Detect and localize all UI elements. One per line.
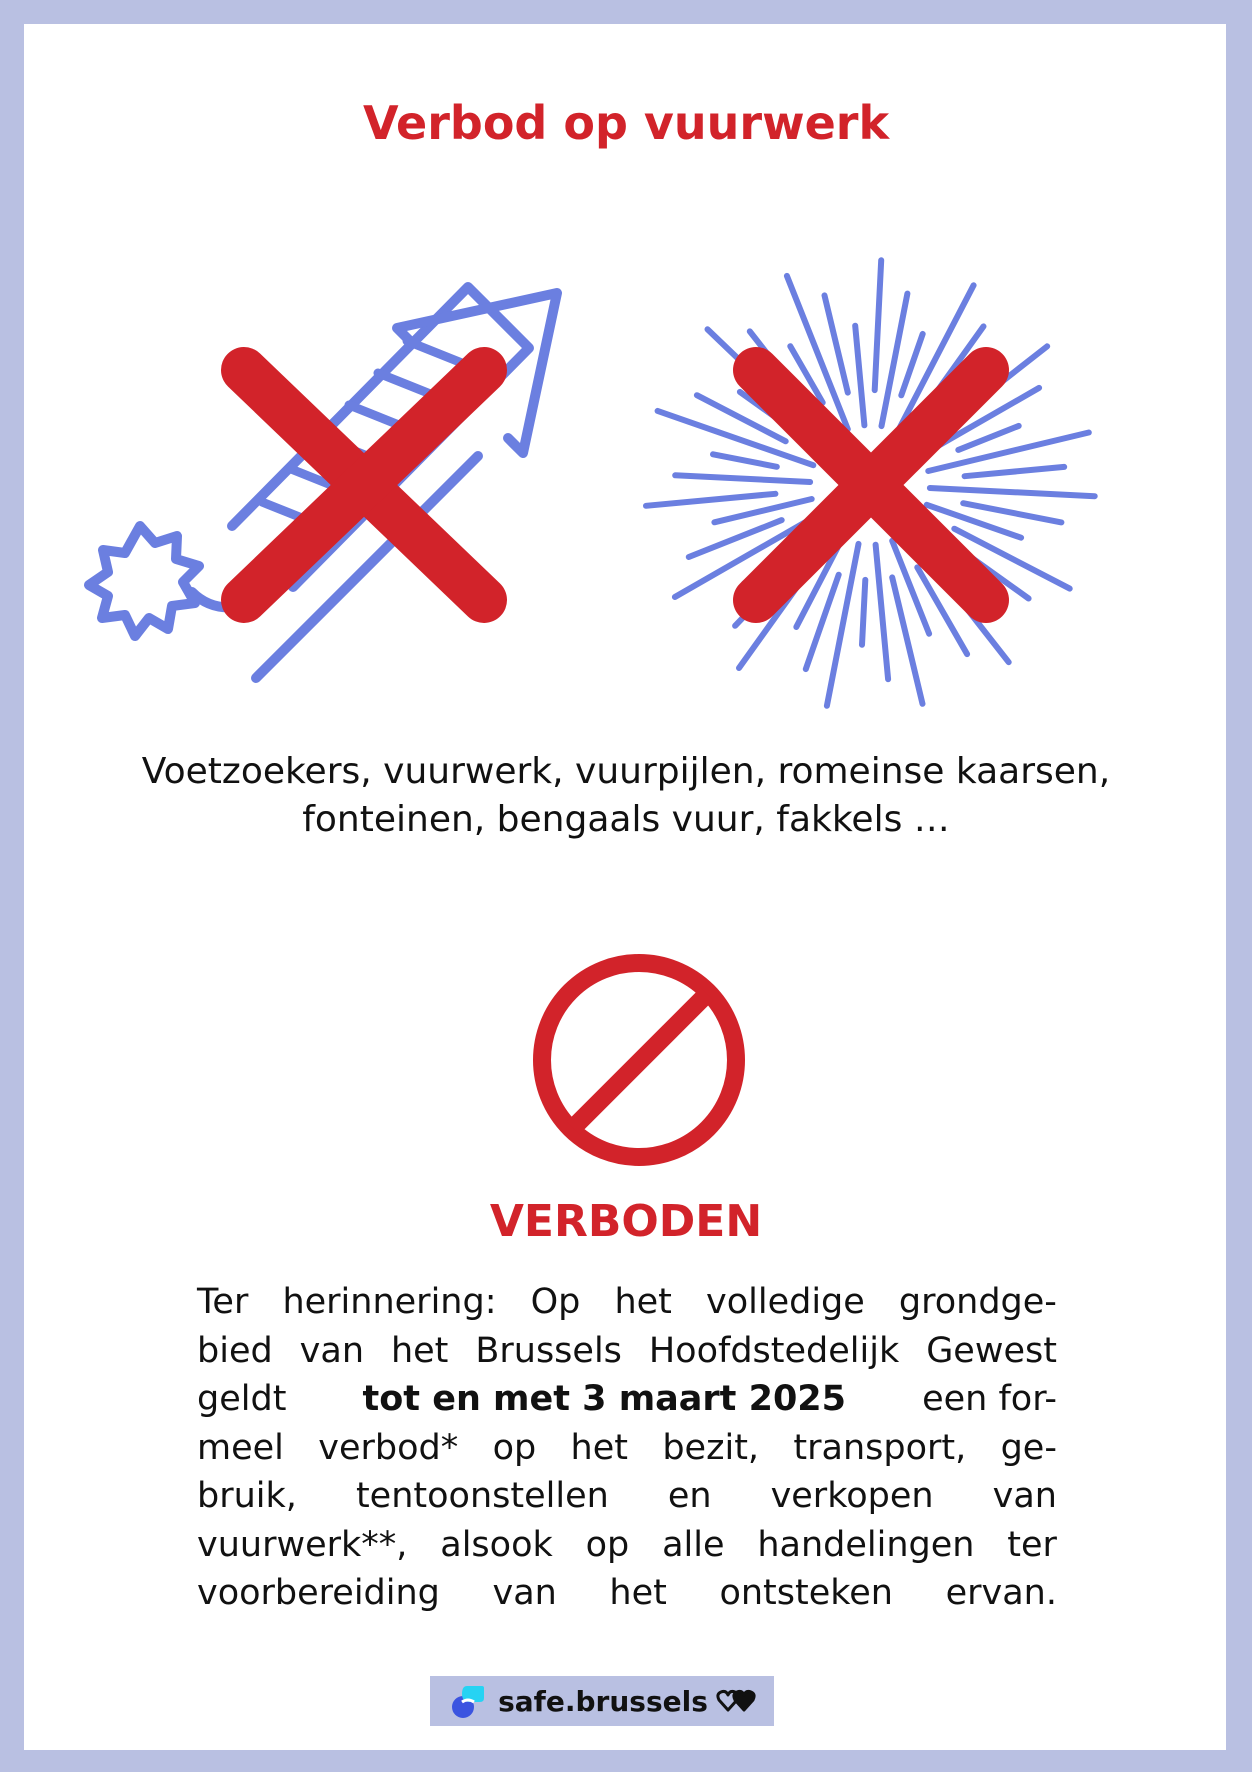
- burst-ray: [689, 520, 782, 557]
- page-title: Verbod op vuurwerk: [362, 96, 890, 150]
- burst-ray: [713, 454, 777, 467]
- hearts-icon: [716, 1688, 756, 1714]
- burst-ray: [827, 544, 859, 706]
- notice-line: bruik, tentoonstellen en verkopen van: [197, 1476, 1057, 1516]
- burst-ray: [892, 577, 922, 703]
- ban-date: tot en met 3 maart 2025: [362, 1379, 847, 1419]
- cross-icon: [756, 370, 986, 600]
- fireworks-types-line: Voetzoekers, vuurwerk, vuurpijlen, romeinse kaarsen,: [141, 751, 1111, 792]
- burst-ray: [882, 294, 908, 427]
- brand-logo-icon: [448, 1680, 490, 1722]
- notice-line: Ter herinnering: Op het volledige grondge-: [197, 1282, 1057, 1322]
- forbidden-label: VERBODEN: [489, 1196, 763, 1247]
- rocket-spark-icon: [89, 526, 199, 636]
- burst-ray: [675, 475, 810, 482]
- prohibition-icon: [542, 963, 736, 1157]
- burst-ray: [875, 260, 882, 390]
- brand-footer: [430, 1676, 774, 1726]
- notice-line: meel verbod* op het bezit, transport, ge-: [197, 1427, 1057, 1468]
- notice-paragraph: [197, 1278, 1057, 1618]
- brand-name: safe.brussels: [498, 1684, 708, 1718]
- burst-ray: [965, 467, 1065, 476]
- burst-ray: [714, 499, 811, 522]
- fireworks-types-line: fonteinen, bengaals vuur, fakkels …: [302, 799, 950, 840]
- burst-ray: [855, 326, 864, 426]
- notice-line: geldt tot en met 3 maart 2025 een for-: [197, 1375, 1057, 1424]
- fireworks-types: [60, 748, 1192, 844]
- notice-line: bied van het Brussels Hoofdstedelijk Gewest: [197, 1330, 1057, 1371]
- burst-ray: [806, 575, 839, 669]
- burst-ray: [930, 488, 1095, 496]
- burst-ray: [646, 494, 775, 506]
- notice-line: vuurwerk**, alsook op alle handelingen ter: [197, 1524, 1057, 1565]
- burst-ray: [862, 580, 865, 645]
- notice-line: voorbereiding van het ontsteken ervan.: [197, 1573, 1057, 1613]
- burst-ray: [876, 545, 889, 680]
